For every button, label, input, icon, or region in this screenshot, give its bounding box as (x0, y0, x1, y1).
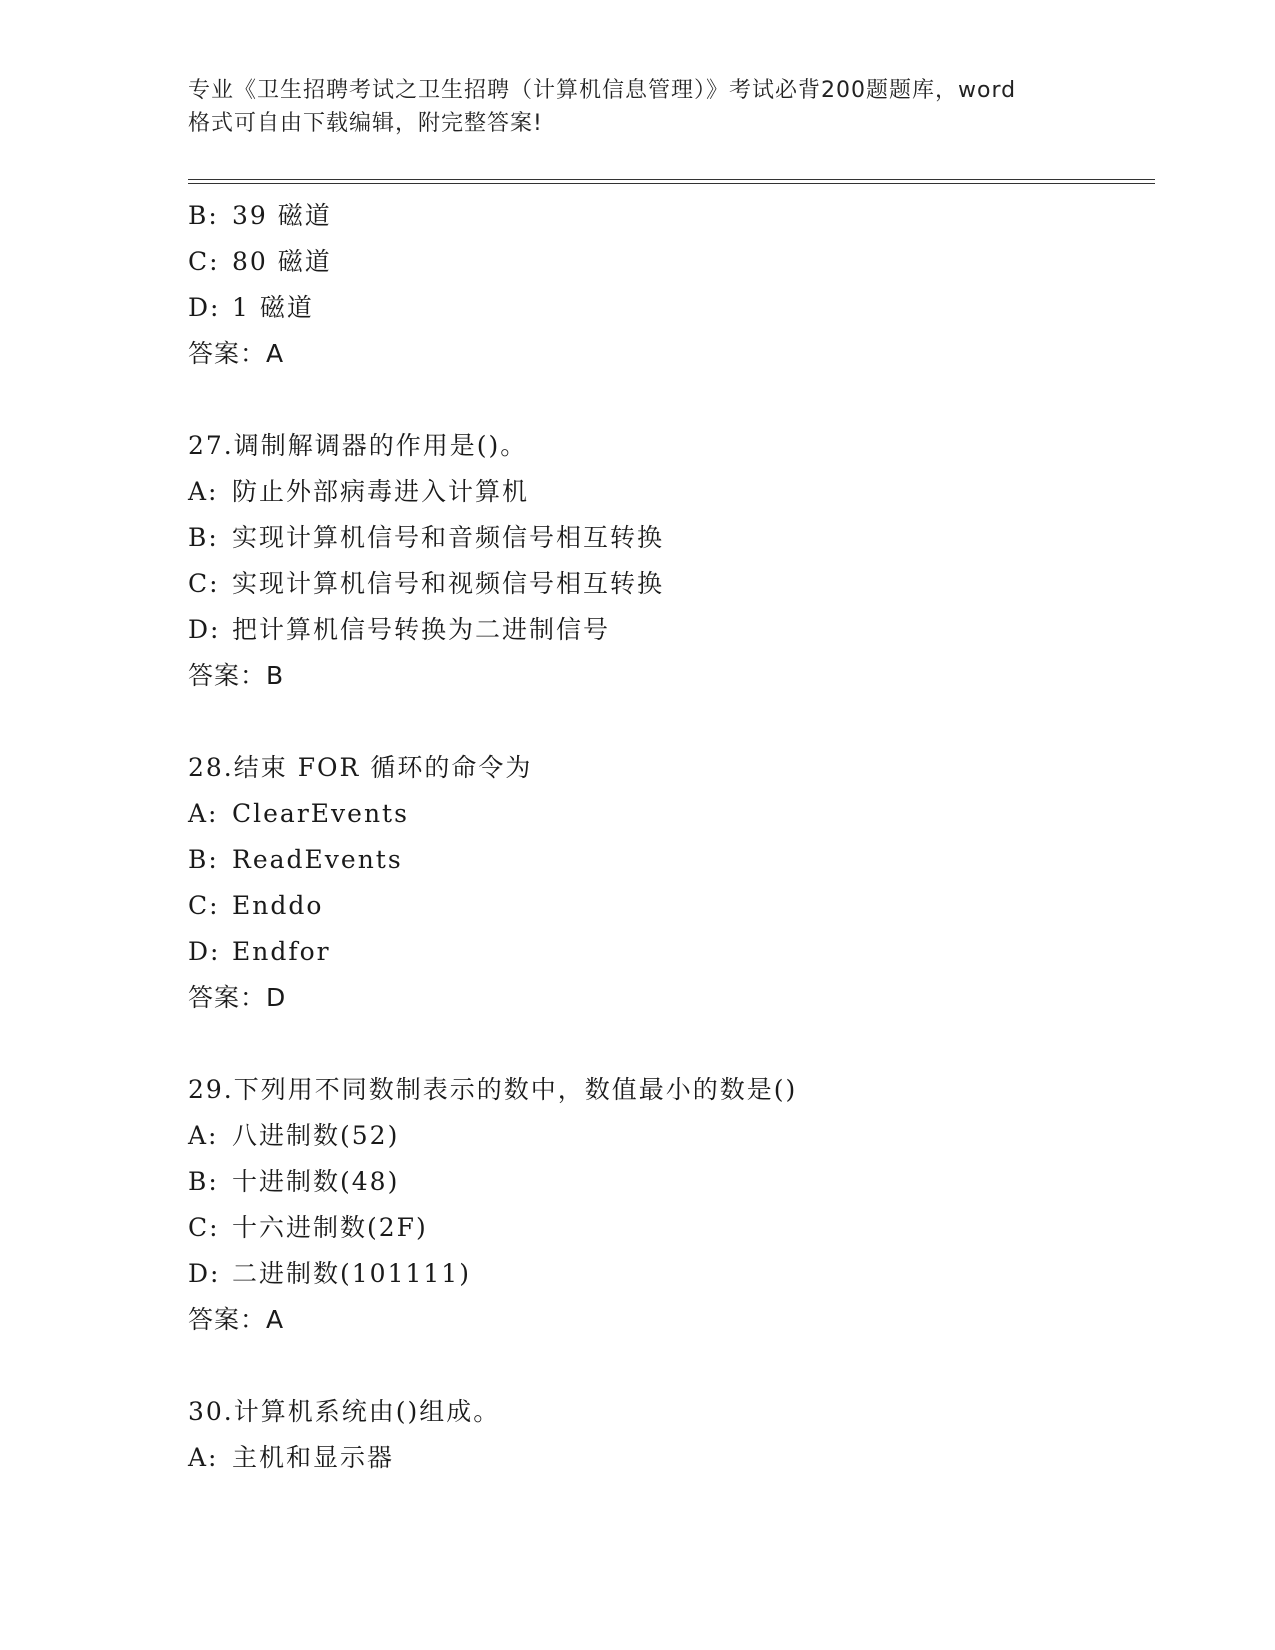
question-list (188, 193, 1155, 1481)
option-c: C: 十六进制数(2F) (188, 1213, 428, 1242)
answer-line: 答案：D (188, 983, 287, 1012)
question-stem: 28.结束 FOR 循环的命令为 (188, 753, 533, 782)
answer-line: 答案：A (188, 1305, 285, 1334)
option-b: B: 39 磁道 (188, 201, 332, 230)
option-a: A: 防止外部病毒进入计算机 (188, 477, 530, 506)
question-stem: 30.计算机系统由()组成。 (188, 1397, 501, 1426)
option-d: D: 把计算机信号转换为二进制信号 (188, 615, 611, 644)
question-stem: 27.调制解调器的作用是()。 (188, 431, 528, 460)
header-line-1: 专业《卫生招聘考试之卫生招聘（计算机信息管理）》考试必背200题题库，word (188, 78, 1017, 103)
option-b: B: 十进制数(48) (188, 1167, 400, 1196)
spacer (188, 1021, 1155, 1067)
header-line-2: 格式可自由下载编辑，附完整答案! (188, 111, 543, 136)
option-b: B: ReadEvents (188, 845, 403, 874)
question-26-tail (188, 193, 1155, 377)
answer-line: 答案：B (188, 661, 285, 690)
option-a: A: 八进制数(52) (188, 1121, 400, 1150)
option-d: D: 1 磁道 (188, 293, 314, 322)
option-a: A: 主机和显示器 (188, 1443, 395, 1472)
spacer (188, 377, 1155, 423)
spacer (188, 1343, 1155, 1389)
header-divider (188, 179, 1155, 184)
question-30 (188, 1389, 1155, 1481)
option-c: C: 80 磁道 (188, 247, 332, 276)
document-header (188, 74, 1088, 140)
option-a: A: ClearEvents (188, 799, 409, 828)
option-c: C: 实现计算机信号和视频信号相互转换 (188, 569, 665, 598)
option-d: D: 二进制数(101111) (188, 1259, 471, 1288)
question-27 (188, 423, 1155, 699)
question-stem: 29.下列用不同数制表示的数中，数值最小的数是() (188, 1075, 798, 1104)
question-28 (188, 745, 1155, 1021)
option-c: C: Enddo (188, 891, 324, 920)
answer-line: 答案：A (188, 339, 285, 368)
option-d: D: Endfor (188, 937, 331, 966)
option-b: B: 实现计算机信号和音频信号相互转换 (188, 523, 665, 552)
spacer (188, 699, 1155, 745)
question-29 (188, 1067, 1155, 1343)
